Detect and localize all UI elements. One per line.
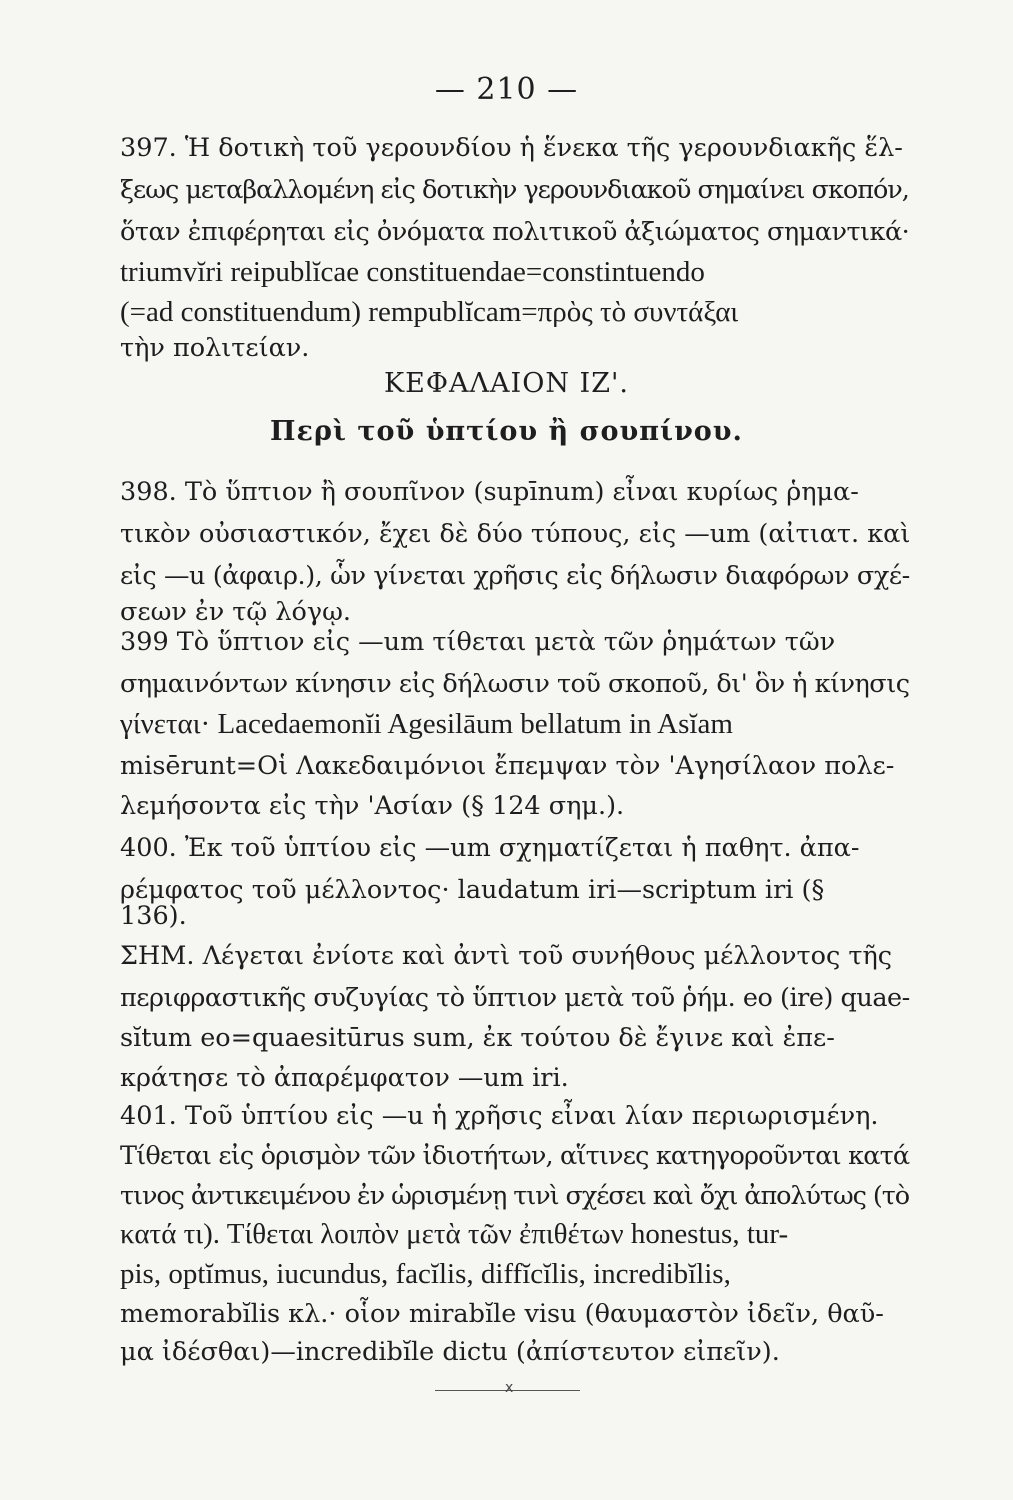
text-line: κράτησε τὸ ἀπαρέμφατον —um iri.: [120, 1063, 569, 1093]
text-line: misērunt=Οἱ Λακεδαιμόνιοι ἔπεμψαν τὸν 'Αγησίλαον πολε-: [120, 751, 895, 781]
text-line: τινος ἀντικειμένου ἐν ὡρισμένῃ τινὶ σχέσει καὶ ὄχι ἀπολύτως (τὸ: [120, 1181, 910, 1211]
page-number: — 210 —: [434, 72, 579, 107]
text-line: σημαινόντων κίνησιν εἰς δήλωσιν τοῦ σκοποῦ, δι' ὃν ἡ κίνησις: [120, 669, 910, 699]
text-line: τὴν πολιτείαν.: [120, 333, 310, 363]
text-line: sĭtum eo=quaesitūrus sum, ἐκ τούτου δὲ ἔγινε καὶ ἐπε-: [120, 1023, 835, 1053]
text-line: κατά τι). Τίθεται λοιπὸν μετὰ τῶν ἐπιθέτων honestus, tur-: [120, 1218, 789, 1250]
text-line: μα ἰδέσθαι)—incredibĭle dictu (ἀπίστευτον εἰπεῖν).: [120, 1337, 780, 1367]
chapter-title: ΚΕΦΑΛΑΙΟΝ ΙΖ'.: [384, 368, 629, 399]
text-line: εἰς —u (ἀφαιρ.), ὧν γίνεται χρῆσις εἰς δήλωσιν διαφόρων σχέ-: [120, 561, 910, 591]
text-line: περιφραστικῆς συζυγίας τὸ ὕπτιον μετὰ τοῦ ῥήμ. eo (ire) quae-: [120, 983, 910, 1013]
text-line: 400. Ἐκ τοῦ ὑπτίου εἰς —um σχηματίζεται ἡ παθητ. ἀπα-: [120, 833, 860, 863]
text-line: ΣΗΜ. Λέγεται ἐνίοτε καὶ ἀντὶ τοῦ συνήθους μέλλοντος τῆς: [120, 941, 893, 971]
text-line: 136).: [120, 901, 187, 931]
section-title: Περὶ τοῦ ὑπτίου ἢ σουπίνου.: [270, 416, 743, 447]
text-line: 397. Ἡ δοτικὴ τοῦ γερουνδίου ἡ ἕνεκα τῆς γερουνδιακῆς ἕλ-: [120, 133, 903, 163]
text-line: triumvĭri reipublĭcae constituendae=constintuendo: [120, 256, 705, 288]
text-line: γίνεται· Lacedaemonĭi Agesilāum bellatum in Asĭam: [120, 708, 733, 740]
text-line: (=ad constituendum) rempublĭcam=πρὸς τὸ συντάξαι: [120, 296, 739, 328]
text-line: τικὸν οὐσιαστικόν, ἔχει δὲ δύο τύπους, εἰς —um (αἰτιατ. καὶ: [120, 519, 911, 549]
text-line: pis, optĭmus, iucundus, facĭlis, diffĭcĭlis, incredibĭlis,: [120, 1258, 731, 1290]
text-line: 398. Τὸ ὕπτιον ἢ σουπῖνον (supīnum) εἶναι κυρίως ῥημα-: [120, 477, 859, 507]
end-mark: x: [505, 1380, 514, 1396]
text-line: σεων ἐν τῷ λόγῳ.: [120, 597, 351, 627]
text-line: Τίθεται εἰς ὁρισμὸν τῶν ἰδιοτήτων, αἵτινες κατηγοροῦνται κατά: [120, 1141, 910, 1171]
text-line: ὅταν ἐπιφέρηται εἰς ὀνόματα πολιτικοῦ ἀξιώματος σημαντικά·: [120, 217, 910, 247]
text-line: ρέμφατος τοῦ μέλλοντος· laudatum iri—scriptum iri (§: [120, 875, 825, 905]
text-line: ξεως μεταβαλλομένη εἰς δοτικὴν γερουνδιακοῦ σημαίνει σκοπόν,: [120, 175, 909, 205]
text-line: memorabĭlis κλ.· οἷον mirabĭle visu (θαυμαστὸν ἰδεῖν, θαῦ-: [120, 1299, 884, 1329]
text-line: 401. Τοῦ ὑπτίου εἰς —u ἡ χρῆσις εἶναι λίαν περιωρισμένη.: [120, 1101, 879, 1131]
text-line: λεμήσοντα εἰς τὴν 'Ασίαν (§ 124 σημ.).: [120, 791, 625, 821]
text-line: 399 Τὸ ὕπτιον εἰς —um τίθεται μετὰ τῶν ῥημάτων τῶν: [120, 627, 836, 657]
